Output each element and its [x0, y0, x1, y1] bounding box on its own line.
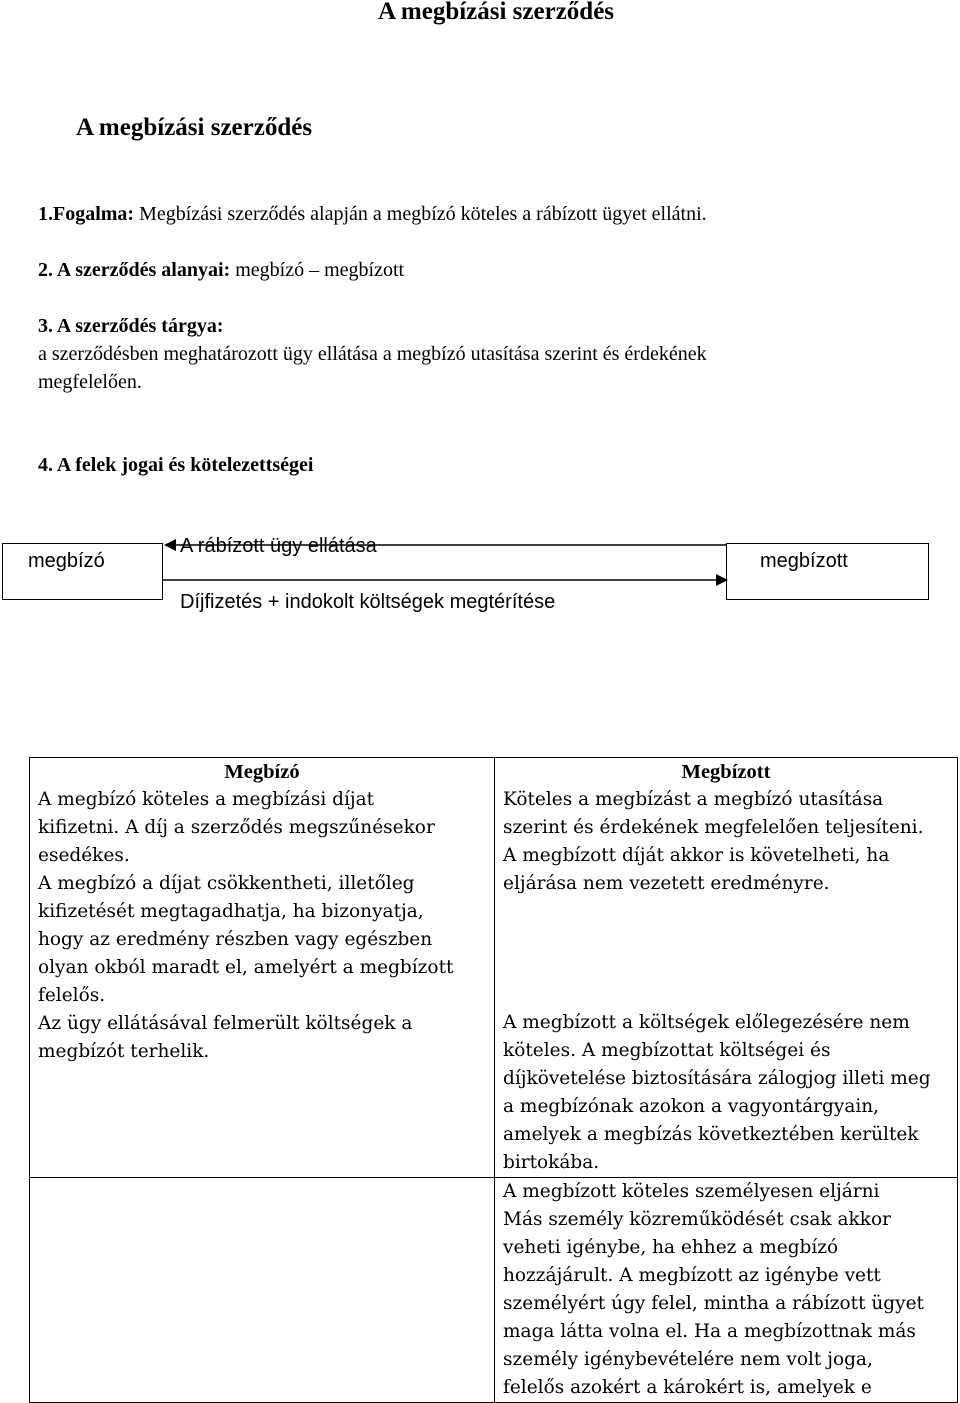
party-label: megbízó	[28, 550, 105, 572]
section-label: 1.Fogalma:	[38, 203, 135, 225]
text-line: olyan okból maradt el, amelyért a megbízott	[38, 957, 454, 978]
section-line: a szerződésben meghatározott ügy ellátása a megbízó utasítása szerint és érdekének	[38, 343, 707, 365]
text-line: szerint és érdekének megfelelően teljesíteni.	[503, 817, 924, 838]
text-line: hogy az eredmény részben vagy egészben	[38, 929, 433, 950]
text-line: Az ügy ellátásával felmerült költségek a	[38, 1013, 413, 1034]
text-line: megbízót terhelik.	[38, 1041, 210, 1062]
column-header: Megbízó	[224, 761, 300, 783]
arrow-right-head	[716, 574, 728, 586]
text-line: díjkövetelése biztosítására zálogjog illeti meg	[503, 1068, 931, 1089]
section-label: 4. A felek jogai és kötelezettségei	[38, 454, 314, 476]
top-arrow-label: A rábízott ügy ellátása	[180, 535, 377, 557]
text-line: Más személy közreműködését csak akkor	[503, 1209, 891, 1230]
text-line: A megbízó köteles a megbízási díjat	[38, 789, 375, 810]
party-label: megbízott	[760, 550, 848, 572]
text-line: hozzájárult. A megbízott az igénybe vett	[503, 1265, 881, 1286]
text-line: felelős azokért a károkért is, amelyek e	[503, 1377, 872, 1398]
text-line: A megbízott díját akkor is követelheti, ha	[503, 845, 890, 866]
text-line: kifizetni. A díj a szerződés megszűnésekor	[38, 817, 435, 838]
agent-cell	[495, 1178, 958, 1403]
arrow-left-head	[164, 539, 176, 551]
text-line: veheti igénybe, ha ehhez a megbízó	[503, 1237, 839, 1258]
agent-cell	[495, 758, 958, 1178]
text-line: A megbízott köteles személyesen eljárni	[503, 1181, 880, 1202]
table-row	[30, 1178, 958, 1403]
text-line: személy igénybevételére nem volt joga,	[503, 1349, 873, 1370]
flow-arrows	[0, 0, 960, 620]
section-text: megbízó – megbízott	[230, 259, 405, 281]
text-line: amelyek a megbízás következtében kerültek	[503, 1124, 919, 1145]
text-line: köteles. A megbízottat költségei és	[503, 1040, 831, 1061]
text-line: maga látta volna el. Ha a megbízottnak más	[503, 1321, 916, 1342]
column-header: Megbízott	[681, 761, 771, 783]
text-line: felelős.	[38, 985, 106, 1006]
section-label: 2. A szerződés alanyai:	[38, 259, 231, 281]
empty-cell	[30, 1178, 495, 1403]
obligations-table	[29, 757, 958, 1403]
bottom-arrow-label: Díjfizetés + indokolt költségek megtérítése	[180, 591, 556, 613]
text-line: birtokába.	[503, 1152, 600, 1173]
principal-cell	[30, 758, 495, 1178]
page-title: A megbízási szerződés	[377, 0, 615, 25]
text-line: A megbízó a díjat csökkentheti, illetőleg	[38, 873, 415, 894]
section-line: megfelelően.	[38, 371, 142, 393]
text-line: esedékes.	[38, 845, 130, 866]
text-line: személyért úgy felel, mintha a rábízott ügyet	[503, 1293, 924, 1314]
section-text: Megbízási szerződés alapján a megbízó köteles a rábízott ügyet ellátni.	[134, 203, 707, 225]
spacer	[503, 898, 949, 1009]
text-line: a megbízónak azokon a vagyontárgyain,	[503, 1096, 880, 1117]
section-label: 3. A szerződés tárgya:	[38, 315, 224, 337]
document-heading: A megbízási szerződés	[76, 114, 313, 141]
text-line: Köteles a megbízást a megbízó utasítása	[503, 789, 884, 810]
table-row	[30, 758, 958, 1178]
text-line: eljárása nem vezetett eredményre.	[503, 873, 830, 894]
text-line: A megbízott a költségek előlegezésére nem	[503, 1012, 910, 1033]
text-line: kifizetését megtagadhatja, ha bizonyatja,	[38, 901, 424, 922]
